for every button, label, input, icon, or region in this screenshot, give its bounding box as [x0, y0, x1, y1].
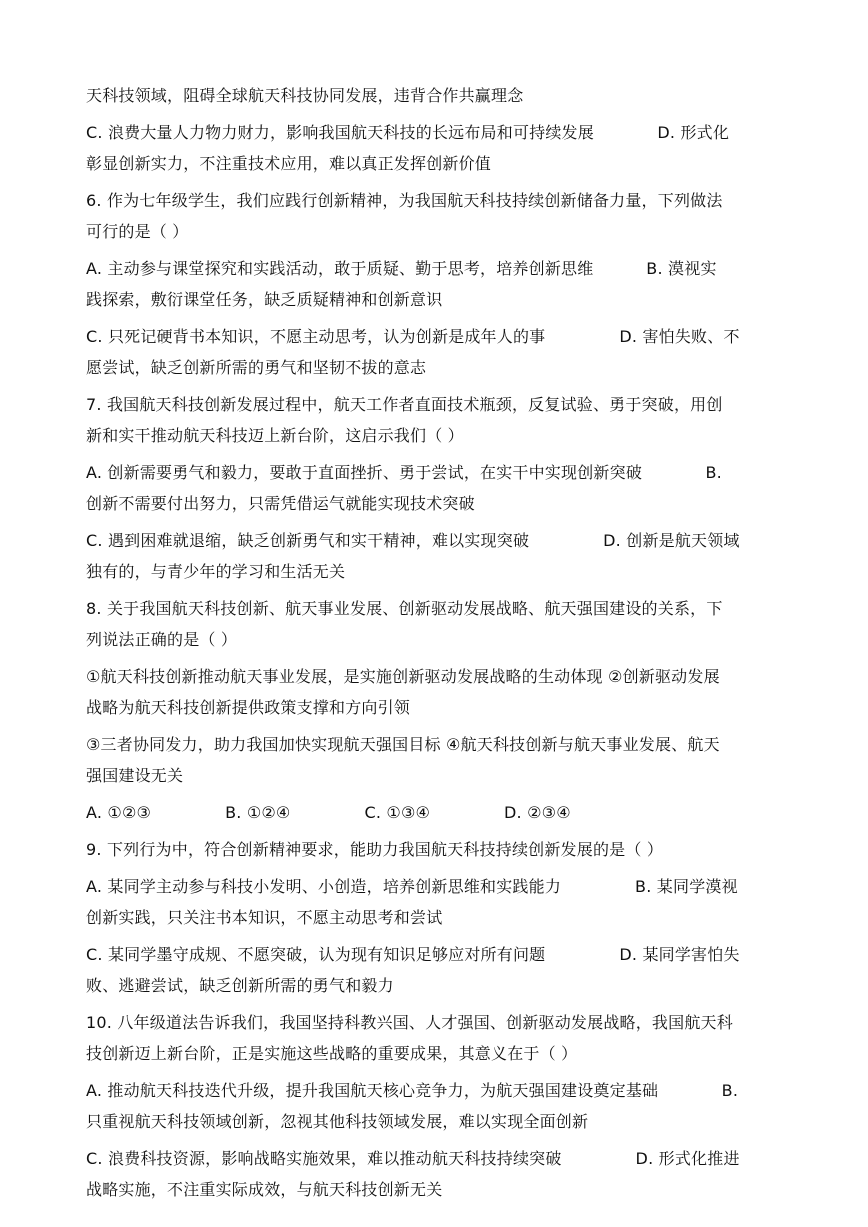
question-8: 8. 关于我国航天科技创新、航天事业发展、创新驱动发展战略、航天强国建设的关系，下 列说法正确的是（ ）	[86, 599, 723, 649]
option-c-d-q7: C. 遇到困难就退缩，缺乏创新勇气和实干精神，难以实现突破 D. 创新是航天领域 独有的，与青少年的学习和生活无关	[86, 531, 740, 581]
text-line-1: 天科技领域，阻碍全球航天科技协同发展，违背合作共赢理念	[86, 86, 524, 105]
question-7: 7. 我国航天科技创新发展过程中，航天工作者直面技术瓶颈，反复试验、勇于突破，用创 新和实干推动航天科技迈上新台阶，这启示我们（ ）	[86, 395, 723, 445]
option-c-d-q6: C. 只死记硬背书本知识，不愿主动思考，认为创新是成年人的事 D. 害怕失败、不 愿尝试，缺乏创新所需的勇气和坚韧不拔的意志	[86, 327, 740, 377]
option-c-d-q9: C. 某同学墨守成规、不愿突破，认为现有知识足够应对所有问题 D. 某同学害怕失 败、逃避尝试，缺乏创新所需的勇气和毅力	[86, 945, 740, 995]
option-c-d-q5: C. 浪费大量人力物力财力，影响我国航天科技的长远布局和可持续发展 D. 形式化 彰显创新实力，不注重技术应用，难以真正发挥创新价值	[86, 123, 730, 173]
question-10: 10. 八年级道法告诉我们，我国坚持科教兴国、人才强国、创新驱动发展战略，我国航天科 技创新迈上新台阶，正是实施这些战略的重要成果，其意义在于（ ）	[86, 1013, 733, 1063]
statement-3-4-q8: ③三者协同发力，助力我国加快实现航天强国目标 ④航天科技创新与航天事业发展、航天 强国建设无关	[86, 735, 720, 785]
option-a-b-q7: A. 创新需要勇气和毅力，要敢于直面挫折、勇于尝试，在实干中实现创新突破 B. 创新不需要付出努力，只需凭借运气就能实现技术突破	[86, 463, 722, 513]
statement-1-2-q8: ①航天科技创新推动航天事业发展，是实施创新驱动发展战略的生动体现 ②创新驱动发展 战略为航天科技创新提供政策支撑和方向引领	[86, 667, 720, 717]
question-6: 6. 作为七年级学生，我们应践行创新精神，为我国航天科技持续创新储备力量，下列做法 可行的是（ ）	[86, 191, 723, 241]
document-page	[86, 80, 788, 1205]
option-a-b-q10: A. 推动航天科技迭代升级，提升我国航天核心竞争力，为航天强国建设奠定基础 B. 只重视航天科技领域创新，忽视其他科技领域发展，难以实现全面创新	[86, 1081, 739, 1131]
option-a-b-q9: A. 某同学主动参与科技小发明、小创造，培养创新思维和实践能力 B. 某同学漠视 创新实践，只关注书本知识，不愿主动思考和尝试	[86, 877, 738, 927]
option-c-d-q10: C. 浪费科技资源，影响战略实施效果，难以推动航天科技持续突破 D. 形式化推进 战略实施，不注重实际成效，与航天科技创新无关	[86, 1149, 740, 1199]
option-a-b-q6: A. 主动参与课堂探究和实践活动，敢于质疑、勤于思考，培养创新思维 B. 漠视实 践探索，敷衍课堂任务，缺乏质疑精神和创新意识	[86, 259, 717, 309]
options-q8: A. ①②③ B. ①②④ C. ①③④ D. ②③④	[86, 803, 571, 822]
question-9: 9. 下列行为中，符合创新精神要求，能助力我国航天科技持续创新发展的是（ ）	[86, 840, 664, 859]
